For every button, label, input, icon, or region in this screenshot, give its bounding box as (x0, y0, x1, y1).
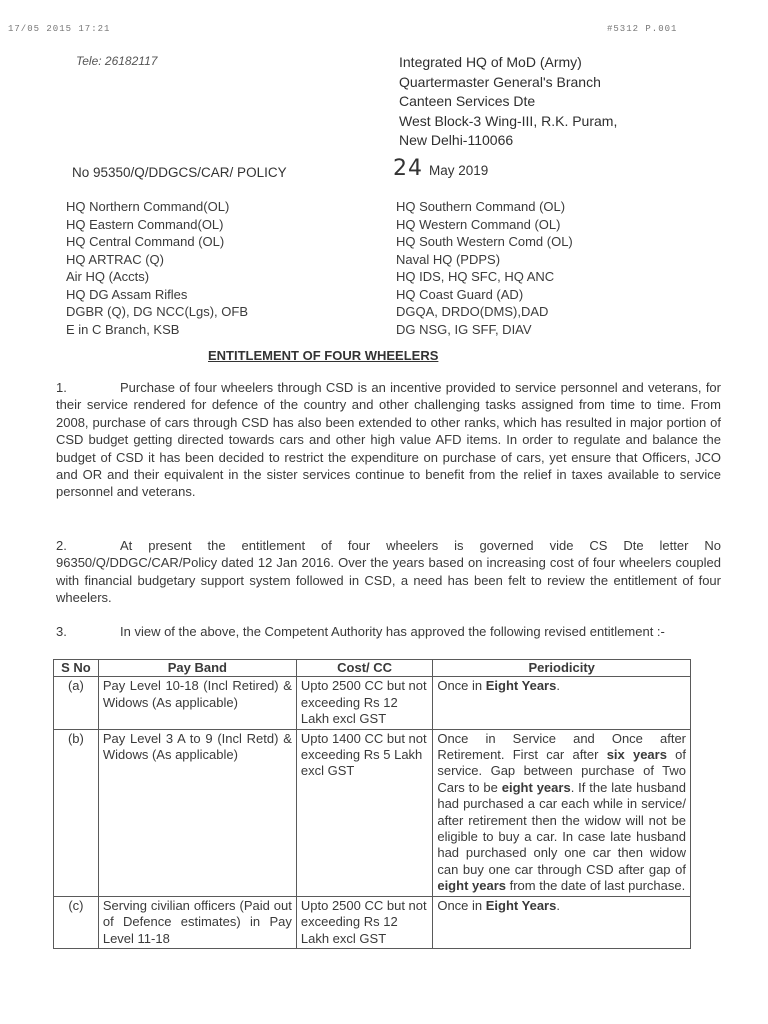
paragraph-3 (56, 623, 721, 640)
text-segment: . (556, 678, 560, 694)
cell-periodicity (433, 896, 691, 948)
address-line: West Block-3 Wing-III, R.K. Puram, (399, 112, 618, 129)
addressee: HQ IDS, HQ SFC, HQ ANC (396, 269, 555, 284)
cell-sno: (b) (54, 729, 99, 896)
paragraph-2 (56, 537, 721, 607)
cell-sno: (c) (54, 896, 99, 948)
column-header-cost: Cost/ CC (296, 660, 432, 677)
emphasized-text: eight years (437, 878, 506, 894)
addressee: HQ Eastern Command(OL) (66, 216, 224, 232)
cell-pay-band: Serving civilian officers (Paid out of Defence estimates) in Pay Level 11-18 (98, 896, 296, 948)
sender-address (399, 53, 617, 151)
address-line: Quartermaster General's Branch (399, 73, 601, 90)
date-day: 24 (393, 156, 423, 181)
address-line: Integrated HQ of MoD (Army) (399, 54, 582, 70)
table-header-row (54, 660, 691, 677)
addressee: DG NSG, IG SFF, DIAV (396, 321, 532, 337)
text-segment: of service. Gap between purchase of Two Cars to be (437, 747, 686, 795)
cell-periodicity (433, 677, 691, 729)
paragraph-text: Purchase of four wheelers through CSD is an incentive provided to service personnel and veterans, for their service rendered for defence of the country and other challenging tasks assigned from time to time. From 2008, purchase of cars through CSD has also been extended to other ranks, which has resulted in major portion of CSD budget getting directed towards cars and other high value AFD items. In order to regulate and balance the budget of CSD it has been decided to restrict the expenditure on purchase of cars, yet ensure that Officers, JCO and OR and their equivalent in the sister services continue to benefit from the relief in taxes available to service personnel and veterans. (56, 380, 721, 500)
column-header-sno: S No (54, 660, 99, 677)
addressee: HQ Central Command (OL) (66, 234, 225, 249)
distribution-list-left (66, 198, 248, 338)
paragraph-number: 2. (56, 538, 67, 553)
table-row (54, 677, 691, 729)
telephone-number: Tele: 26182117 (76, 54, 158, 68)
reference-number: No 95350/Q/DDGCS/CAR/ POLICY (72, 165, 287, 180)
text-segment: Once in (437, 897, 486, 913)
cell-periodicity (433, 729, 691, 896)
addressee: HQ Coast Guard (AD) (396, 286, 524, 302)
text-segment: from the date of last purchase. (506, 878, 686, 894)
emphasized-text: Eight Years (485, 897, 557, 913)
addressee: E in C Branch, KSB (66, 321, 180, 337)
cell-pay-band: Pay Level 3 A to 9 (Incl Retd) & Widows (As applicable) (98, 729, 296, 896)
addressee: DGBR (Q), DG NCC(Lgs), OFB (66, 304, 249, 319)
emphasized-text: eight years (501, 779, 571, 795)
letter-date (393, 156, 488, 181)
addressee: HQ Northern Command(OL) (66, 199, 230, 214)
paragraph-1 (56, 379, 721, 501)
cell-sno: (a) (54, 677, 99, 729)
fax-page-number: #5312 P.001 (607, 24, 678, 34)
text-segment: . If the late husband had purchased a car each while in service/ after retirement then the widow will not be eligible to buy a car. In case late husband had purchased only one car then widow can buy one car through CSD after gap of (437, 779, 686, 877)
addressee: HQ Western Command (OL) (396, 216, 561, 232)
addressee: Naval HQ (PDPS) (396, 251, 501, 267)
text-segment: Once in Service and Once after Retirement. First car after (437, 730, 686, 763)
table-row (54, 896, 691, 948)
addressee: Air HQ (Accts) (66, 269, 150, 284)
address-line: Canteen Services Dte (399, 93, 536, 109)
text-segment: Once in (437, 678, 486, 694)
addressee: HQ ARTRAC (Q) (66, 251, 164, 267)
entitlement-table (53, 659, 691, 949)
table-row (54, 729, 691, 896)
column-header-pay-band: Pay Band (98, 660, 296, 677)
address-line: New Delhi-110066 (399, 132, 514, 148)
paragraph-number: 3. (56, 624, 67, 639)
column-header-periodicity: Periodicity (433, 660, 691, 677)
addressee: DGQA, DRDO(DMS),DAD (396, 304, 549, 319)
emphasized-text: Eight Years (485, 678, 557, 694)
cell-pay-band: Pay Level 10-18 (Incl Retired) & Widows (As applicable) (98, 677, 296, 729)
addressee: HQ Southern Command (OL) (396, 199, 566, 214)
text-segment: . (556, 897, 560, 913)
addressee: HQ South Western Comd (OL) (396, 234, 573, 249)
paragraph-number: 1. (56, 380, 67, 395)
distribution-list-right (396, 198, 573, 338)
addressee: HQ DG Assam Rifles (66, 286, 188, 302)
paragraph-text: At present the entitlement of four wheelers is governed vide CS Dte letter No 96350/Q/DDGC/CAR/Policy dated 12 Jan 2016. Over the years based on increasing cost of four wheelers coupled with financial budgetary support system followed in CSD, a need has been felt to review the entitlement of four wheelers. (56, 538, 721, 606)
fax-timestamp: 17/05 2015 17:21 (8, 24, 111, 34)
cell-cost: Upto 2500 CC but not exceeding Rs 12 Lakh excl GST (296, 677, 432, 729)
emphasized-text: six years (606, 747, 667, 763)
date-month-year: May 2019 (429, 163, 489, 178)
document-heading: ENTITLEMENT OF FOUR WHEELERS (208, 348, 439, 363)
paragraph-text: In view of the above, the Competent Authority has approved the following revised entitlement :- (120, 624, 665, 639)
cell-cost: Upto 1400 CC but not exceeding Rs 5 Lakh excl GST (296, 729, 432, 896)
cell-cost: Upto 2500 CC but not exceeding Rs 12 Lakh excl GST (296, 896, 432, 948)
